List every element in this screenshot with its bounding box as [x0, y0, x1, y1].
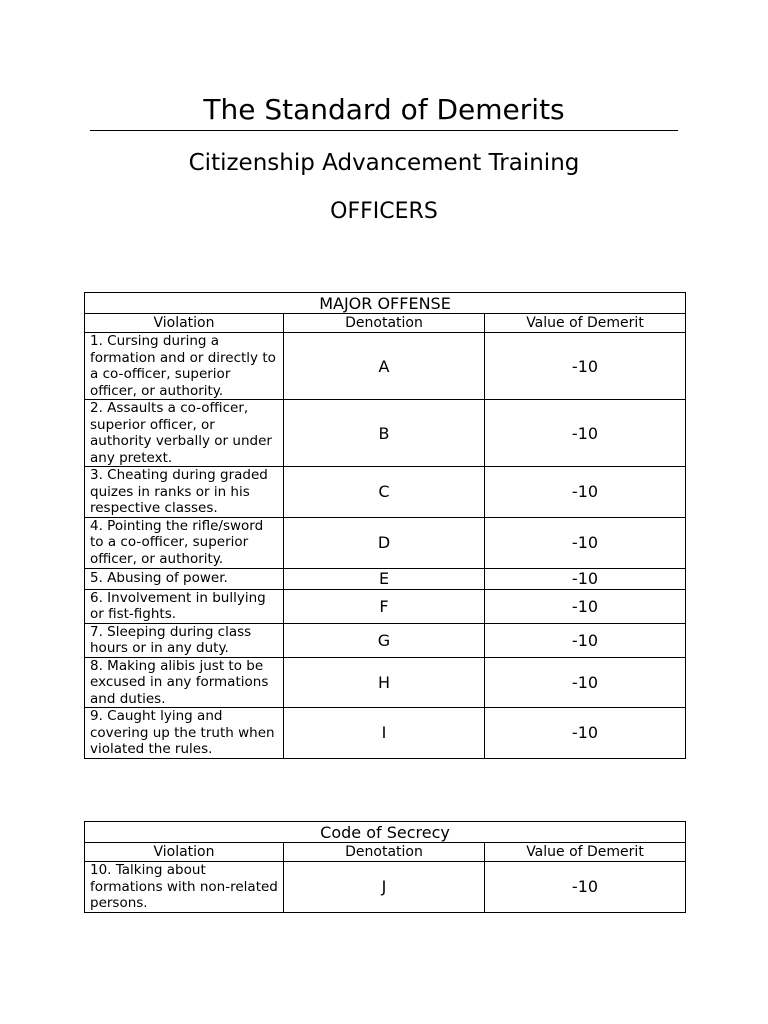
table-header-row: [85, 314, 686, 333]
denotation-cell: D: [284, 517, 485, 568]
denotation-cell: I: [284, 708, 485, 759]
violation-cell: 9. Caught lying and covering up the truth when violated the rules.: [85, 708, 284, 759]
violation-cell: 10. Talking about formations with non-related persons.: [85, 862, 284, 913]
table-row: [85, 333, 686, 400]
code-of-secrecy-table: [84, 821, 686, 913]
page-subtitle: Citizenship Advancement Training: [188, 150, 580, 176]
violation-cell: 1. Cursing during a formation and or directly to a co-officer, superior officer, or authority.: [85, 333, 284, 400]
table-caption: Code of Secrecy: [85, 822, 686, 843]
violation-cell: 5. Abusing of power.: [85, 568, 284, 589]
demerit-value-cell: -10: [485, 862, 686, 913]
table-row: [85, 568, 686, 589]
table-row: [85, 623, 686, 657]
demerit-value-cell: -10: [485, 623, 686, 657]
page-title: The Standard of Demerits: [203, 93, 565, 126]
table-row: [85, 517, 686, 568]
denotation-cell: G: [284, 623, 485, 657]
violation-cell: 3. Cheating during graded quizes in ranks or in his respective classes.: [85, 467, 284, 518]
denotation-cell: B: [284, 400, 485, 467]
table-row: [85, 657, 686, 708]
denotation-cell: F: [284, 589, 485, 623]
table-header-row: [85, 843, 686, 862]
column-header-value: Value of Demerit: [485, 314, 686, 333]
table-caption-row: [85, 293, 686, 314]
table-row: [85, 589, 686, 623]
demerit-value-cell: -10: [485, 708, 686, 759]
title-divider: [90, 130, 678, 131]
demerit-value-cell: -10: [485, 517, 686, 568]
demerit-value-cell: -10: [485, 657, 686, 708]
table-caption-row: [85, 822, 686, 843]
denotation-cell: J: [284, 862, 485, 913]
violation-cell: 4. Pointing the rifle/sword to a co-officer, superior officer, or authority.: [85, 517, 284, 568]
denotation-cell: A: [284, 333, 485, 400]
denotation-cell: H: [284, 657, 485, 708]
table-caption: MAJOR OFFENSE: [85, 293, 686, 314]
table-row: [85, 400, 686, 467]
denotation-cell: C: [284, 467, 485, 518]
major-offense-table: [84, 292, 686, 759]
column-header-violation: Violation: [85, 314, 284, 333]
column-header-denotation: Denotation: [284, 843, 485, 862]
demerit-value-cell: -10: [485, 568, 686, 589]
demerit-value-cell: -10: [485, 589, 686, 623]
denotation-cell: E: [284, 568, 485, 589]
demerit-value-cell: -10: [485, 467, 686, 518]
column-header-denotation: Denotation: [284, 314, 485, 333]
demerit-value-cell: -10: [485, 400, 686, 467]
section-heading: OFFICERS: [330, 199, 438, 224]
table-row: [85, 708, 686, 759]
column-header-violation: Violation: [85, 843, 284, 862]
table-row: [85, 467, 686, 518]
violation-cell: 8. Making alibis just to be excused in any formations and duties.: [85, 657, 284, 708]
violation-cell: 7. Sleeping during class hours or in any duty.: [85, 623, 284, 657]
violation-cell: 2. Assaults a co-officer, superior officer, or authority verbally or under any pretext.: [85, 400, 284, 467]
table-row: [85, 862, 686, 913]
column-header-value: Value of Demerit: [485, 843, 686, 862]
violation-cell: 6. Involvement in bullying or fist-fights.: [85, 589, 284, 623]
demerit-value-cell: -10: [485, 333, 686, 400]
